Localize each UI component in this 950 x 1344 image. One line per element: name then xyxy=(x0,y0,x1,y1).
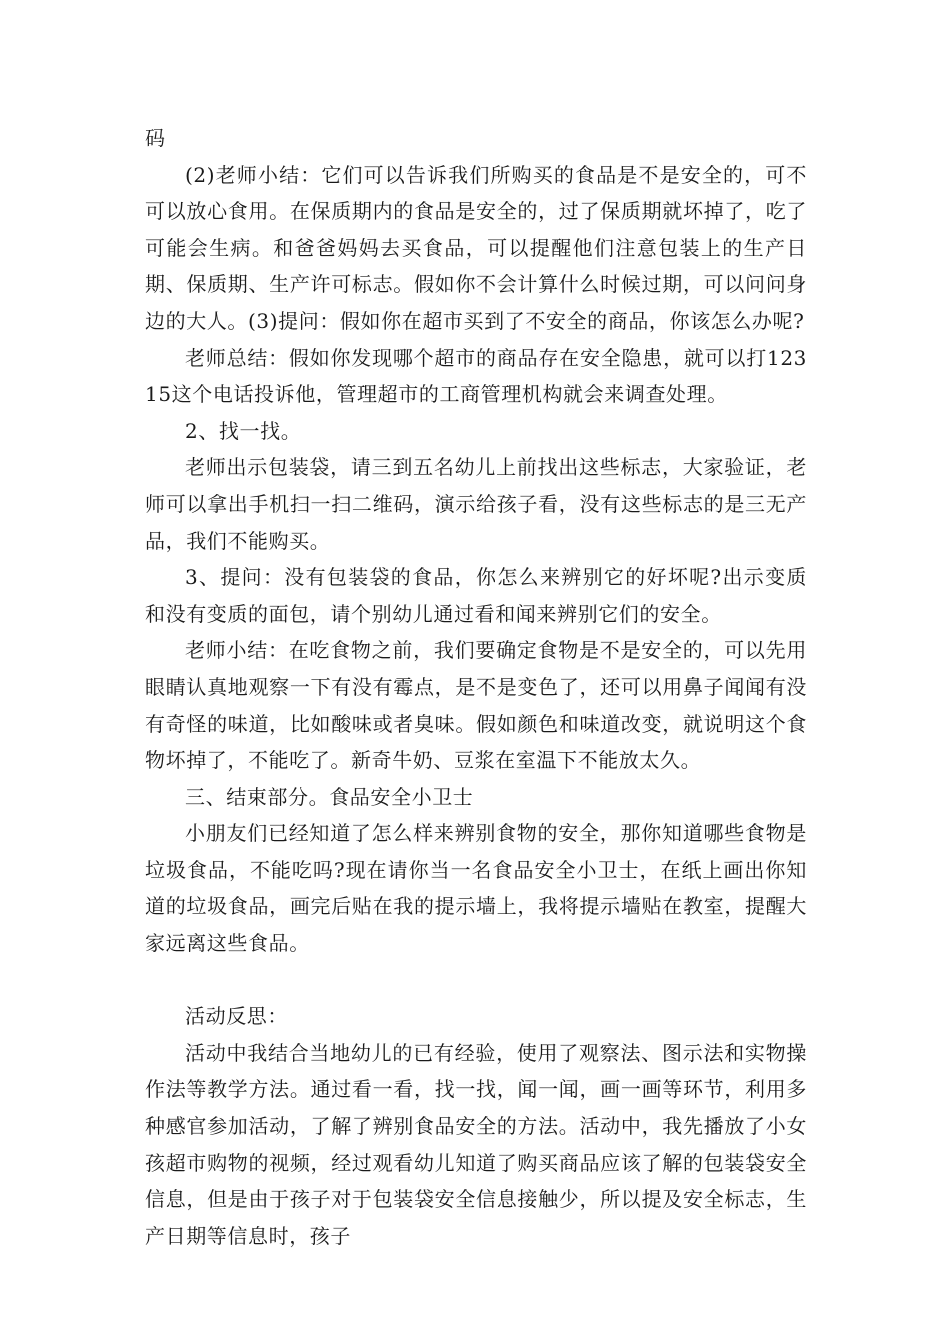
paragraph-spacer xyxy=(145,962,807,999)
paragraph-reflection-heading: 活动反思： xyxy=(185,1004,288,1029)
document-body xyxy=(145,120,807,1254)
paragraph-teacher-conclusion: 老师总结：假如你发现哪个超市的商品存在安全隐患，就可以打12315这个电话投诉他，管理超市的工商管理机构就会来调查处理。 xyxy=(145,345,807,407)
paragraph-junk-food: 小朋友们已经知道了怎么样来辨别食物的安全，那你知道哪些食物是垃圾食品，不能吃吗?现在请你当一名食品安全小卫士，在纸上画出你知道的垃圾食品，画完后贴在我的提示墙上，我将提示墙贴在教室，提醒大家远离这些食品。 xyxy=(145,821,807,956)
paragraph-section-ending: 三、结束部分。食品安全小卫士 xyxy=(185,784,474,809)
paragraph-question-3: 3、提问：没有包装袋的食品，你怎么来辨别它的好坏呢?出示变质和没有变质的面包，请个别幼儿通过看和闻来辨别它们的安全。 xyxy=(145,565,807,626)
paragraph-section-find: 2、找一找。 xyxy=(185,418,302,443)
paragraph-continuation: 码 xyxy=(145,126,166,150)
paragraph-reflection-body: 活动中我结合当地幼儿的已有经验，使用了观察法、图示法和实物操作法等教学方法。通过看一看，找一找，闻一闻，画一画等环节，利用多种感官参加活动，了解了辨别食品安全的方法。活动中，我先播放了小女孩超市购物的视频，经过观看幼儿知道了购买商品应该了解的包装袋安全信息，但是由于孩子对于包装袋安全信息接触少，所以提及安全标志，生产日期等信息时，孩子 xyxy=(145,1040,807,1248)
paragraph-show-packaging: 老师出示包装袋，请三到五名幼儿上前找出这些标志，大家验证，老师可以拿出手机扫一扫二维码，演示给孩子看，没有这些标志的是三无产品，我们不能购买。 xyxy=(145,455,807,553)
paragraph-teacher-summary-2: (2)老师小结：它们可以告诉我们所购买的食品是不是安全的，可不可以放心食用。在保质期内的食品是安全的，过了保质期就坏掉了，吃了可能会生病。和爸爸妈妈去买食品，可以提醒他们注意包装上的生产日期、保质期、生产许可标志。假如你不会计算什么时候过期，可以问问身边的大人。(3)提问：假如你在超市买到了不安全的商品，你该怎么办呢? xyxy=(145,162,807,333)
paragraph-teacher-summary-food: 老师小结：在吃食物之前，我们要确定食物是不是安全的，可以先用眼睛认真地观察一下有没有霉点，是不是变色了，还可以用鼻子闻闻有没有奇怪的味道，比如酸味或者臭味。假如颜色和味道改变，就说明这个食物坏掉了，不能吃了。新奇牛奶、豆浆在室温下不能放太久。 xyxy=(145,638,807,773)
